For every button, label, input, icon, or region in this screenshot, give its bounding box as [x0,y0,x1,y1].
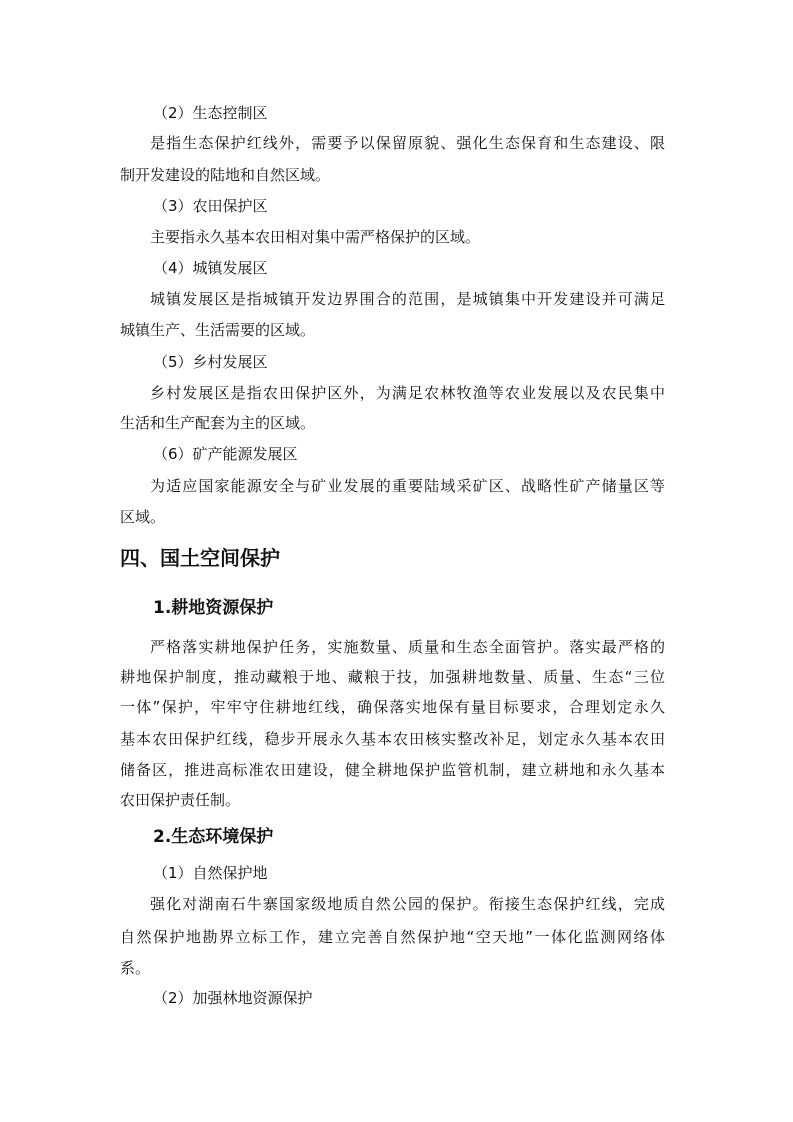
paragraph-line: 自然保护地勘界立标工作，建立完善自然保护地“空天地”一体化监测网络体 [120,928,665,946]
paragraph-line: 储备区，推进高标准农田建设，健全耕地保护监管机制，建立耕地和永久基本 [120,761,665,779]
subsection-title: （2）生态控制区 [153,104,268,122]
subsection-title: （2）加强林地资源保护 [153,989,313,1007]
paragraph-line: 城镇发展区是指城镇开发边界围合的范围，是城镇集中开发建设并可满足 [150,290,665,308]
paragraph-line: 基本农田保护红线，稳步开展永久基本农田核实整改补足，划定永久基本农田 [120,730,665,748]
paragraph-line: 严格落实耕地保护任务，实施数量、质量和生态全面管护。落实最严格的 [150,638,665,656]
paragraph-line: 生活和生产配套为主的区域。 [120,414,316,432]
paragraph-line: 一体”保护，牢牢守住耕地红线，确保落实地保有量目标要求，合理划定永久 [120,698,665,716]
paragraph-line: 农田保护责任制。 [120,791,241,809]
paragraph-line: 乡村发展区是指农田保护区外，为满足农林牧渔等农业发展以及农民集中 [150,384,665,402]
subsection-title: （5）乡村发展区 [153,353,268,371]
paragraph-line: 制开发建设的陆地和自然区域。 [120,166,331,184]
subsection-title: （4）城镇发展区 [153,259,268,277]
subsection-title: （6）矿产能源发展区 [153,445,298,463]
paragraph-line: 是指生态保护红线外，需要予以保留原貌、强化生态保育和生态建设、限 [150,134,665,152]
paragraph-line: 强化对湖南石牛寨国家级地质自然公园的保护。衔接生态保护红线，完成 [150,895,665,913]
paragraph-line: 耕地保护制度，推动藏粮于地、藏粮于技，加强耕地数量、质量、生态“三位 [120,668,665,686]
section-heading: 2.生态环境保护 [153,827,274,847]
subsection-title: （3）农田保护区 [153,197,268,215]
paragraph-line: 系。 [120,959,151,977]
section-heading: 1.耕地资源保护 [153,598,274,618]
paragraph-line: 为适应国家能源安全与矿业发展的重要陆域采矿区、战略性矿产储量区等 [150,477,665,495]
paragraph-line: 主要指永久基本农田相对集中需严格保护的区域。 [150,228,481,246]
paragraph-line: 区域。 [120,508,166,526]
subsection-title: （1）自然保护地 [153,864,268,882]
paragraph-line: 城镇生产、生活需要的区域。 [120,321,316,339]
chapter-heading: 四、国土空间保护 [120,546,280,570]
